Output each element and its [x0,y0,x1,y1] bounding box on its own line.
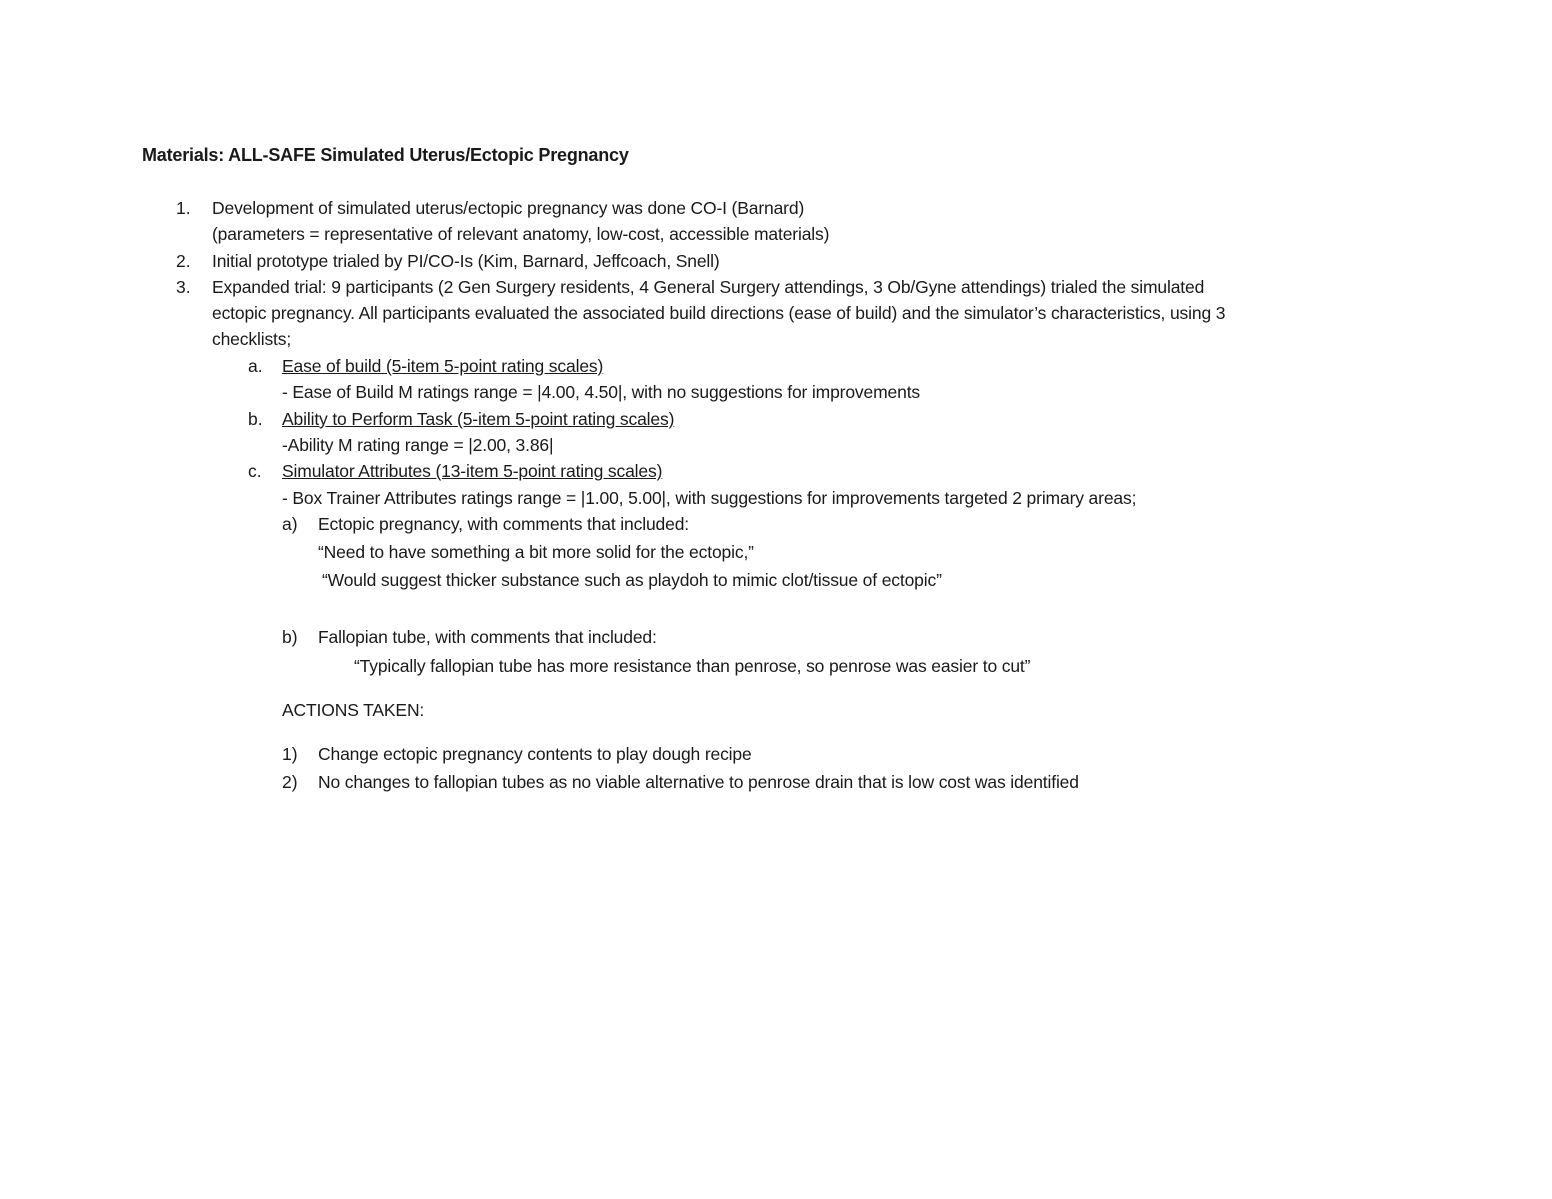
subitem-b-title: Ability to Perform Task (5-item 5-point rating scales) [282,409,675,429]
area-b-text: Fallopian tube, with comments that included: [318,627,657,647]
subitem-c-marker: c. [248,461,262,481]
item-1-line-2: (parameters = representative of relevant anatomy, low-cost, accessible materials) [212,224,830,244]
item-3-line-2: ectopic pregnancy. All participants evaluated the associated build directions (ease of build) and the simulator’s characteristics, using 3 [212,303,1226,323]
item-1-line-1: Development of simulated uterus/ectopic pregnancy was done CO-I (Barnard) [212,198,805,218]
subitem-c-title: Simulator Attributes (13-item 5-point rating scales) [282,461,663,481]
document-heading: Materials: ALL-SAFE Simulated Uterus/Ectopic Pregnancy [142,145,629,165]
item-3-line-3: checklists; [212,329,292,349]
subitem-a-title: Ease of build (5-item 5-point rating scales) [282,356,604,376]
actions-heading: ACTIONS TAKEN: [282,700,425,720]
area-a-marker: a) [282,514,298,534]
item-3-marker: 3. [176,277,191,297]
area-b-marker: b) [282,627,298,647]
item-2-line-1: Initial prototype trialed by PI/CO-Is (Kim, Barnard, Jeffcoach, Snell) [212,251,720,271]
action-1-text: Change ectopic pregnancy contents to play dough recipe [318,744,752,764]
area-a-quote-2: “Would suggest thicker substance such as playdoh to mimic clot/tissue of ectopic” [322,570,942,590]
subitem-a-detail: - Ease of Build M ratings range = |4.00, 4.50|, with no suggestions for improvements [282,382,921,402]
action-1-marker: 1) [282,744,298,764]
subitem-c-detail: - Box Trainer Attributes ratings range = |1.00, 5.00|, with suggestions for improvements targeted 2 primary areas; [282,488,1137,508]
action-2-text: No changes to fallopian tubes as no viable alternative to penrose drain that is low cost was identified [318,772,1079,792]
area-a-text: Ectopic pregnancy, with comments that included: [318,514,690,534]
item-2-marker: 2. [176,251,191,271]
area-a-quote-1: “Need to have something a bit more solid for the ectopic,” [318,542,754,562]
item-3-line-1: Expanded trial: 9 participants (2 Gen Surgery residents, 4 General Surgery attendings, 3 Ob/Gyne attendings) trialed the simulated [212,277,1205,297]
area-b-quote-1: “Typically fallopian tube has more resistance than penrose, so penrose was easier to cut” [354,656,1031,676]
subitem-b-marker: b. [248,409,263,429]
subitem-a-marker: a. [248,356,263,376]
subitem-b-detail: -Ability M rating range = |2.00, 3.86| [282,435,554,455]
item-1-marker: 1. [176,198,191,218]
action-2-marker: 2) [282,772,298,792]
